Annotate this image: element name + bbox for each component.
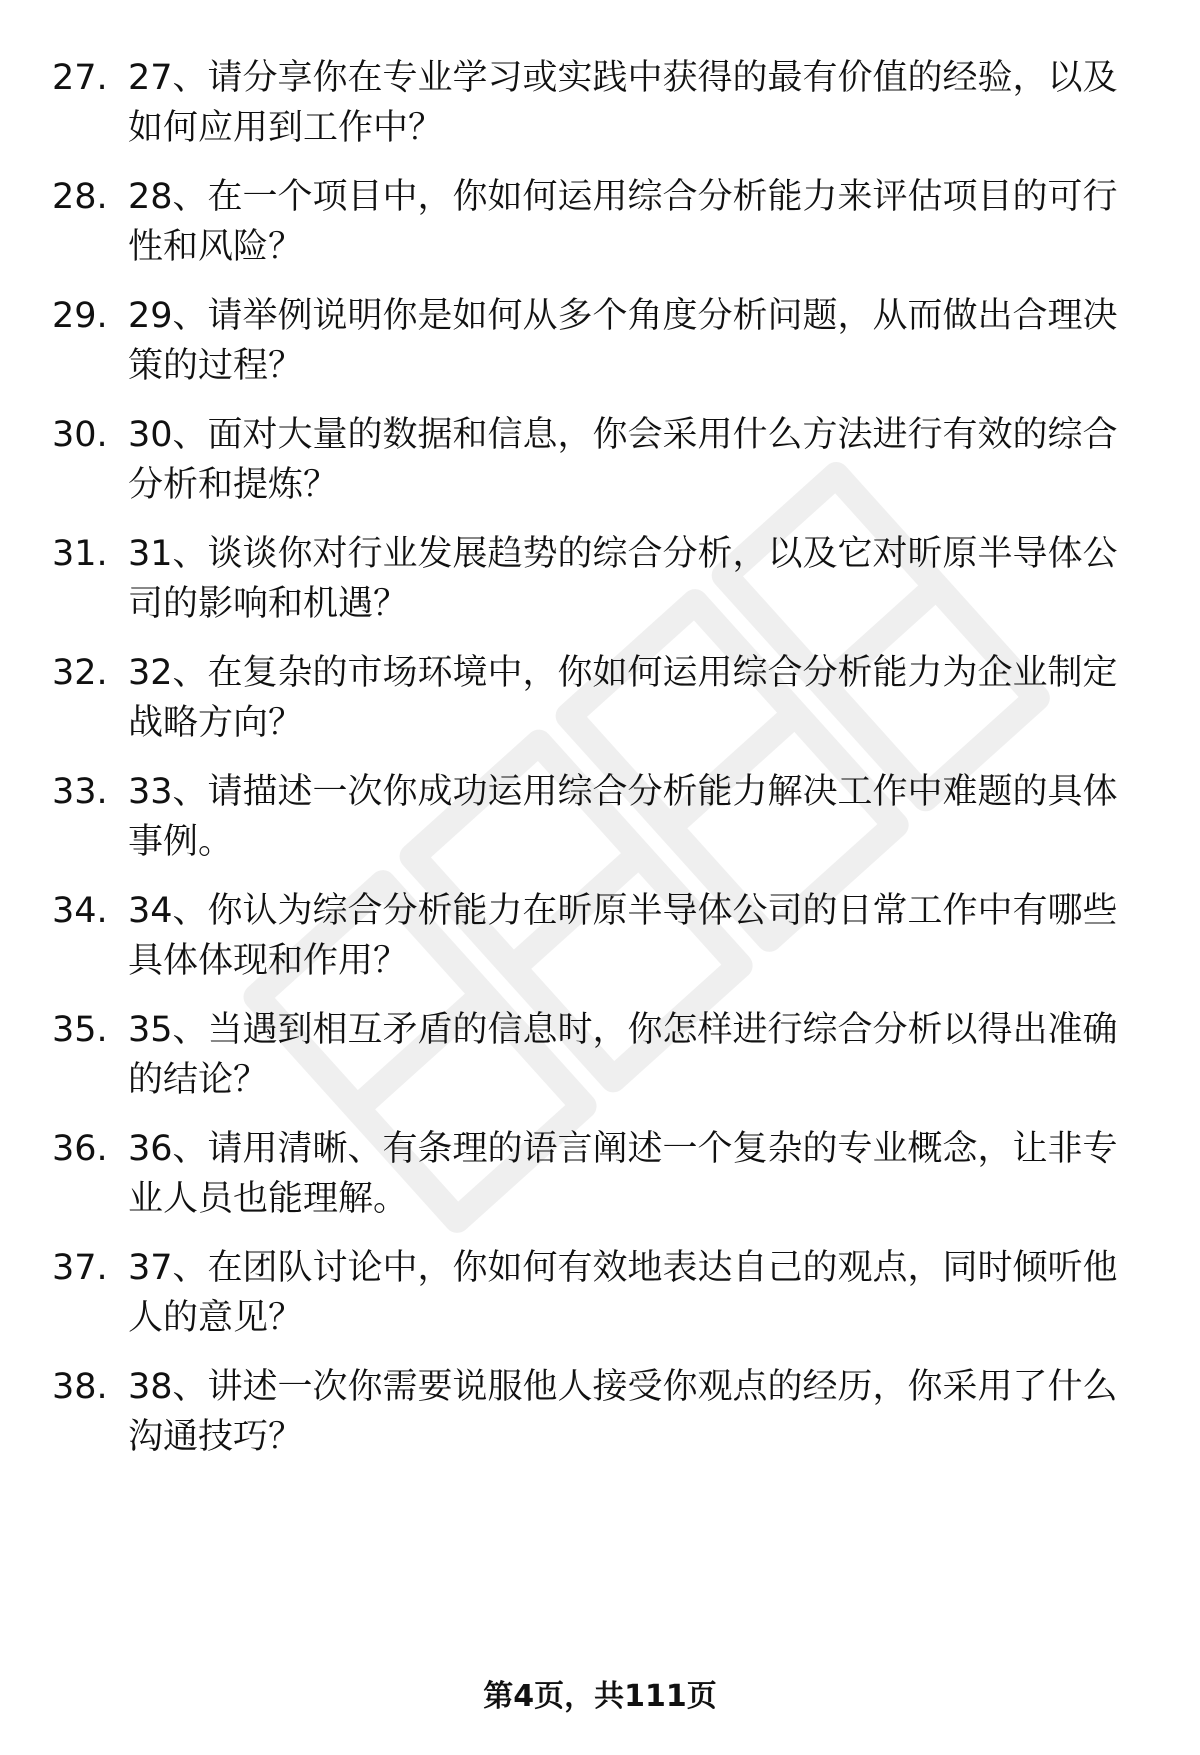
question-number: 38. [52,1367,108,1407]
question-item [0,410,1200,520]
question-text: 28、在一个项目中，你如何运用综合分析能力来评估项目的可行性和风险？ [128,177,1118,267]
question-text: 37、在团队讨论中，你如何有效地表达自己的观点，同时倾听他人的意见？ [128,1248,1118,1338]
question-text: 36、请用清晰、有条理的语言阐述一个复杂的专业概念，让非专业人员也能理解。 [128,1129,1118,1219]
question-item [0,1005,1200,1115]
question-item [0,767,1200,877]
question-item [0,1243,1200,1353]
page-number: 第4页，共111页 [483,1679,717,1714]
question-text: 33、请描述一次你成功运用综合分析能力解决工作中难题的具体事例。 [128,772,1118,862]
question-text: 38、讲述一次你需要说服他人接受你观点的经历，你采用了什么沟通技巧？ [128,1367,1118,1457]
question-item [0,53,1200,163]
question-item [0,529,1200,639]
question-number: 36. [52,1129,108,1169]
question-number: 32. [52,653,108,693]
question-text: 31、谈谈你对行业发展趋势的综合分析，以及它对昕原半导体公司的影响和机遇？ [128,534,1118,624]
question-number: 34. [52,891,108,931]
question-item [0,886,1200,996]
question-number: 35. [52,1010,108,1050]
question-text: 32、在复杂的市场环境中，你如何运用综合分析能力为企业制定战略方向？ [128,653,1118,743]
question-number: 33. [52,772,108,812]
question-item [0,291,1200,401]
question-text: 29、请举例说明你是如何从多个角度分析问题，从而做出合理决策的过程？ [128,296,1118,386]
question-text: 35、当遇到相互矛盾的信息时，你怎样进行综合分析以得出准确的结论？ [128,1010,1118,1100]
question-number: 30. [52,415,108,455]
question-text: 34、你认为综合分析能力在昕原半导体公司的日常工作中有哪些具体体现和作用？ [128,891,1118,981]
question-text: 27、请分享你在专业学习或实践中获得的最有价值的经验，以及如何应用到工作中？ [128,58,1118,148]
question-text: 30、面对大量的数据和信息，你会采用什么方法进行有效的综合分析和提炼？ [128,415,1118,505]
question-number: 28. [52,177,108,217]
question-number: 31. [52,534,108,574]
question-number: 27. [52,58,108,98]
question-item [0,1124,1200,1234]
question-item [0,648,1200,758]
question-item [0,172,1200,282]
question-item [0,1362,1200,1472]
question-number: 29. [52,296,108,336]
question-number: 37. [52,1248,108,1288]
